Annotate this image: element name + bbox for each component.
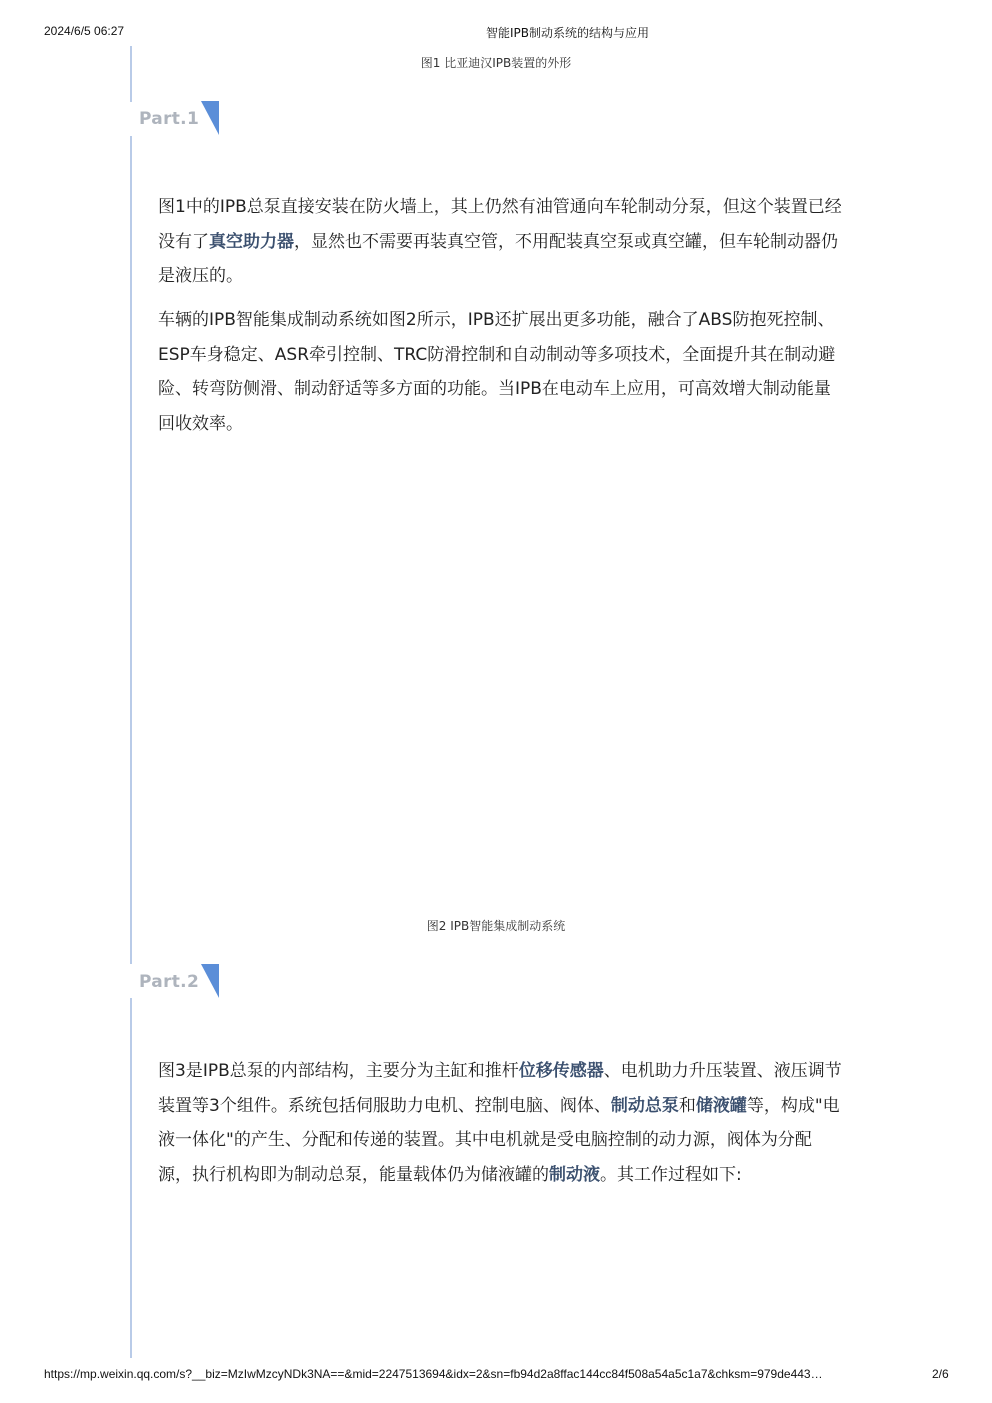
keyword-link[interactable]: 制动液 (549, 1165, 600, 1186)
text-run: 。其工作过程如下: (600, 1165, 742, 1186)
keyword-link[interactable]: 位移传感器 (518, 1061, 604, 1081)
text-run: 等，构成"电液一体化"的产生、分配和传递的装置。其中电机就是受电脑控制的动力源，阀体为分配源，执行机构即为制动总泵，能量载体仍为储液罐的 (158, 1095, 840, 1186)
page-url[interactable]: https://mp.weixin.qq.com/s?__biz=MzIwMzcyNDk3NA==&mid=2247513694&idx=2&sn=fb94d2a8ffac144cc84f508a54a5c1a7&chksm=979de443… (44, 1367, 823, 1381)
keyword-link[interactable]: 储液罐 (695, 1095, 747, 1116)
section1-marker (201, 101, 219, 135)
text-run: 、电机助力升压装置、液压调节装置等3个组件。系统包括伺服助力电机、控制电脑、阀体、 (158, 1061, 842, 1116)
left-rule (130, 136, 132, 964)
page-number: 2/6 (932, 1367, 949, 1381)
section2-marker (201, 964, 219, 998)
figure2-caption: 图2 IPB智能集成制动系统 (426, 919, 566, 933)
left-rule (130, 998, 132, 1358)
print-datetime: 2024/6/5 06:27 (44, 24, 125, 38)
section2-paragraph-1 (158, 1054, 842, 1193)
text-run: ，显然也不需要再装真空管，不用配装真空泵或真空罐，但车轮制动器仍是液压的。 (158, 231, 838, 287)
keyword-link[interactable]: 制动总泵 (610, 1095, 679, 1116)
section1-label: Part.1 (139, 109, 200, 129)
page-title: 智能IPB制动系统的结构与应用 (485, 26, 649, 40)
text-run: 和 (678, 1095, 696, 1116)
text-run: 图1中的IPB总泵直接安装在防火墙上，其上仍然有油管通向车轮制动分泵，但这个装置已经没有了 (158, 197, 842, 252)
figure1-caption: 图1 比亚迪汉IPB装置的外形 (420, 56, 572, 70)
section1-paragraph-1 (158, 190, 842, 294)
section1-paragraph-2: 车辆的IPB智能集成制动系统如图2所示，IPB还扩展出更多功能，融合了ABS防抱死控制、ESP车身稳定、ASR牵引控制、TRC防滑控制和自动制动等多项技术，全面提升其在制动避险、转弯防侧滑、制动舒适等多方面的功能。当IPB在电动车上应用，可高效增大制动能量回收效率。 (158, 310, 836, 435)
section2-label: Part.2 (139, 972, 200, 992)
text-run: 图3是IPB总泵的内部结构，主要分为主缸和推杆 (158, 1061, 519, 1081)
keyword-link[interactable]: 真空助力器 (209, 231, 294, 252)
